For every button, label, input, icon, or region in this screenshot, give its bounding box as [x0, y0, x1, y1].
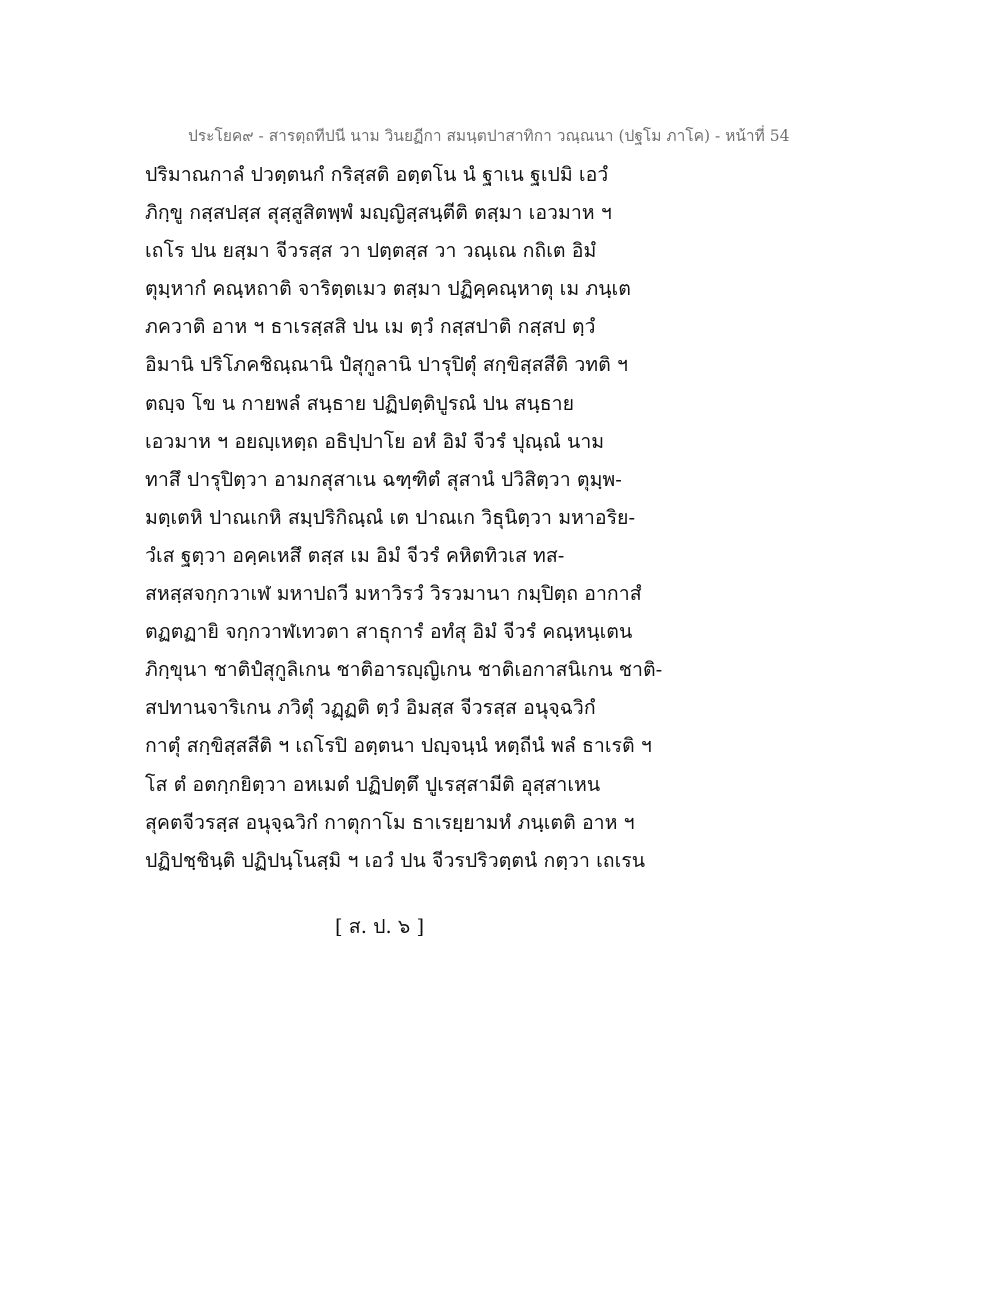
text-line: กาตุํ สกฺขิสฺสสีติ ฯ เถโรปิ อตฺตนา ปญฺจนฺนํ หตฺถีนํ พลํ ธาเรติ ฯ: [145, 734, 652, 758]
text-line: สปทานจาริเกน ภวิตุํ วฏฺฏติ ตฺวํ อิมสฺส จีวรสฺส อนุจฺฉวิกํ: [145, 696, 596, 720]
text-line: ปริมาณกาลํ ปวตฺตนกํ กริสฺสติ อตฺตโน นํ ฐาเน ฐเปมิ เอวํ: [145, 163, 609, 186]
text-line: วํเส ฐตฺวา อคฺคเหสึ ตสฺส เม อิมํ จีวรํ คหิตทิวเส ทส-: [145, 543, 565, 567]
body-text: [145, 156, 865, 880]
running-header: ประโยค๙ - สารตฺถทีปนี นาม วินยฏีกา สมนฺตปาสาทิกา วณฺณนา (ปฐโม ภาโค) - หน้าที่ 54: [188, 127, 790, 145]
text-line: ปฏิปชฺชินฺติ ปฏิปนฺโนสฺมิ ฯ เอวํ ปน จีวรปริวตฺตนํ กตฺวา เถเรน: [145, 848, 646, 872]
text-line: สหสฺสจกฺกวาเฬ มหาปถวี มหาวิรวํ วิรวมานา กมฺปิตฺถ อากาสํ: [145, 582, 642, 606]
text-line: อิมานิ ปริโภคชิณฺณานิ ปํสุกูลานิ ปารุปิตุํ สกฺขิสฺสสีติ วทติ ฯ: [145, 353, 628, 377]
text-line: ภิกฺขุนา ชาติปํสุกูลิเกน ชาติอารญฺญิเกน ชาติเอกาสนิเกน ชาติ-: [145, 658, 663, 682]
page-signature-mark: [ ส. ป. ๖ ]: [335, 915, 425, 938]
text-line: ภควาติ อาห ฯ ธาเรสฺสสิ ปน เม ตฺวํ กสฺสปาติ กสฺสป ตฺวํ: [145, 315, 596, 339]
text-line: สุคตจีวรสฺส อนุจฺฉวิกํ กาตุกาโม ธาเรยฺยามหํ ภนฺเตติ อาห ฯ: [145, 810, 635, 834]
text-line: ตญฺจ โข น กายพลํ สนฺธาย ปฏิปตฺติปูรณํ ปน สนฺธาย: [145, 391, 575, 415]
text-line: โส ตํ อตกฺกยิตฺวา อหเมตํ ปฏิปตฺตึ ปูเรสฺสามีติ อุสฺสาเหน: [145, 772, 601, 796]
text-line: เถโร ปน ยสฺมา จีวรสฺส วา ปตฺตสฺส วา วณฺเณ กถิเต อิมํ: [145, 239, 597, 263]
text-line: ตุมฺหากํ คณฺหถาติ จาริตฺตเมว ตสฺมา ปฏิคฺคณฺหาตุ เม ภนฺเต: [145, 277, 631, 301]
text-line: มตฺเตหิ ปาณเกหิ สมฺปริกิณฺณํ เต ปาณเก วิธุนิตฺวา มหาอริย-: [145, 505, 636, 529]
text-line: เอวมาห ฯ อยญฺเหตฺถ อธิปฺปาโย อหํ อิมํ จีวรํ ปุณฺณํ นาม: [145, 429, 605, 453]
text-line: ทาสึ ปารุปิตฺวา อามกสุสาเน ฉฑฺฑิตํ สุสานํ ปวิสิตฺวา ตุมฺพ-: [145, 467, 622, 491]
text-line: ภิกฺขู กสฺสปสฺส สุสฺสูสิตพฺพํ มญฺญิสฺสนฺตีติ ตสฺมา เอวมาห ฯ: [145, 201, 612, 225]
text-line: ตฏตฏายิ จกฺกวาฬเทวตา สาธุการํ อทํสุ อิมํ จีวรํ คณฺหนฺเตน: [145, 620, 633, 644]
